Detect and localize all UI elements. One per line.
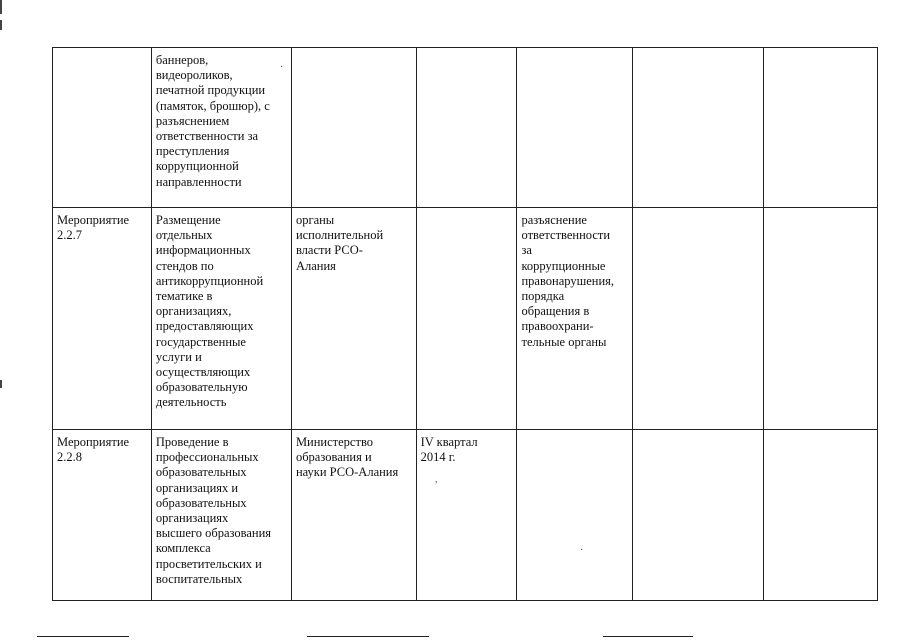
table-cell: Мероприятие 2.2.8: [53, 430, 152, 601]
table-cell: [517, 48, 632, 208]
table-cell: Министерство образования и науки РСО-Алания: [291, 430, 416, 601]
table-cell: [53, 48, 152, 208]
scan-speck: ,: [435, 474, 438, 485]
table-cell: Мероприятие 2.2.7: [53, 208, 152, 430]
scan-margin-mark: [0, 0, 2, 14]
signature-line: [307, 636, 429, 637]
table-cell: Проведение в профессиональных образовательных организациях и образовательных организациях высшего образования комплекса просветительских и воспитательных: [151, 430, 291, 601]
table-row: [53, 430, 878, 601]
activities-table: [52, 47, 878, 601]
table-cell: [416, 208, 517, 430]
signature-line: [37, 636, 129, 637]
table-cell: [416, 48, 517, 208]
table-cell: [763, 430, 877, 601]
table-row: [53, 208, 878, 430]
table-cell: органы исполнительной власти РСО- Алания: [291, 208, 416, 430]
table-cell: [763, 48, 877, 208]
scan-margin-mark: [0, 380, 2, 388]
scan-speck: ·: [580, 545, 584, 556]
table-cell: разъяснение ответственности за коррупционные правонарушения, порядка обращения в правоохрани- тельные органы: [517, 208, 632, 430]
table-cell: [291, 48, 416, 208]
table-cell: [517, 430, 632, 601]
table-cell: [632, 208, 763, 430]
scan-margin-mark: [0, 20, 2, 30]
table-cell: [632, 48, 763, 208]
table-row: [53, 48, 878, 208]
table-cell: [632, 430, 763, 601]
table-cell: Размещение отдельных информационных стендов по антикоррупционной тематике в организациях, предоставляющих государственные услуги и осуществляющих образовательную деятельность: [151, 208, 291, 430]
table-cell: [763, 208, 877, 430]
table-cell: баннеров, видеороликов, печатной продукции (памяток, брошюр), с разъяснением ответственности за преступления коррупционной направленности: [151, 48, 291, 208]
table-cell: IV квартал 2014 г.: [416, 430, 517, 601]
signature-line: [603, 636, 693, 637]
scan-speck: ·: [280, 62, 284, 73]
